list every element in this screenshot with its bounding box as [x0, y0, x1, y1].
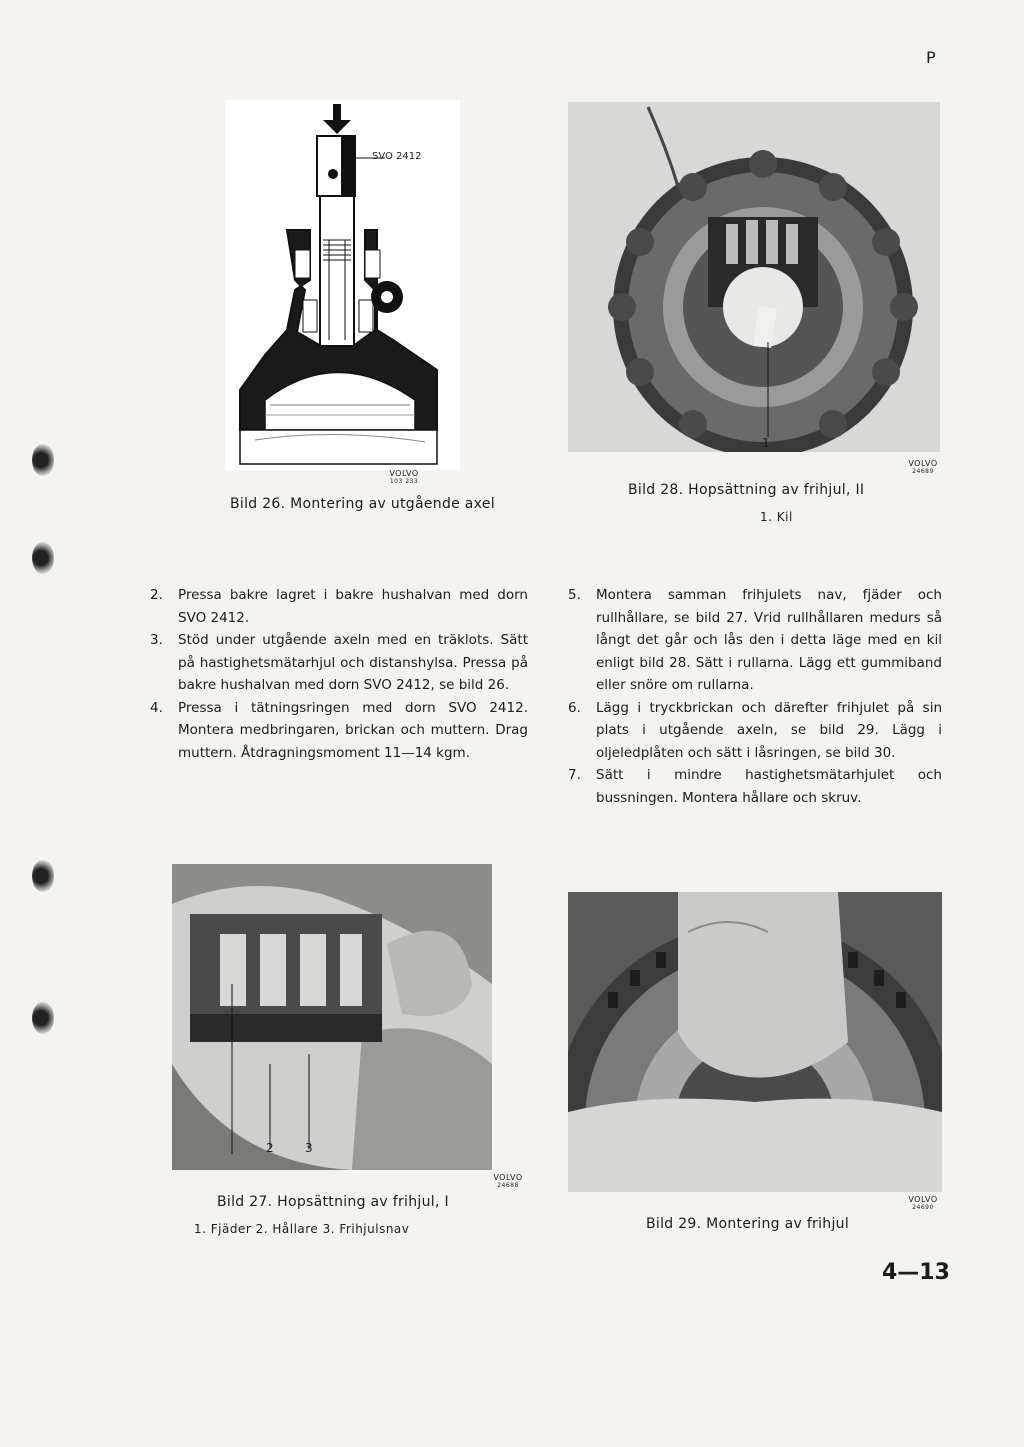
figure-27-callout-3: 3 — [305, 1141, 313, 1155]
step-item — [568, 584, 942, 697]
press-tool-diagram — [225, 100, 460, 470]
step-number: 5. — [568, 587, 581, 603]
step-text: Pressa i tätningsringen med dorn SVO 2412. Montera medbringaren, brickan och muttern. Drag muttern. Åtdragningsmoment 11—14 kgm. — [178, 699, 528, 761]
punch-hole-icon — [32, 1002, 54, 1034]
svo-tool-label: SVO 2412 — [372, 151, 422, 162]
step-text: Sätt i mindre hastighetsmätarhjulet och bussningen. Montera hållare och skruv. — [596, 767, 942, 806]
figure-28-caption: Bild 28. Hopsättning av frihjul, II — [628, 482, 865, 498]
step-text: Lägg i tryckbrickan och därefter frihjulet på sin plats i utgående axeln, se bild 29. Lägg i oljeledplåten och sätt i låsringen, se bild 30. — [596, 699, 942, 761]
step-item — [568, 764, 942, 809]
volvo-stamp-brand: VOLVO — [908, 459, 938, 468]
step-item — [150, 629, 528, 697]
figure-27-legend: 1. Fjäder 2. Hållare 3. Frihjulsnav — [194, 1222, 410, 1236]
step-text: Montera samman frihjulets nav, fjäder och rullhållare, se bild 27. Vrid rullhållaren medurs så långt det går och lås den i detta läge med en kil enligt bild 28. Sätt i rullarna. Lägg ett gummiband eller snöre om rullarna. — [596, 587, 942, 693]
volvo-stamp — [903, 1196, 943, 1212]
page-number: 4—13 — [882, 1260, 950, 1285]
figure-29-caption: Bild 29. Montering av frihjul — [646, 1216, 850, 1232]
figure-26-caption: Bild 26. Montering av utgående axel — [230, 496, 495, 512]
step-number: 7. — [568, 767, 581, 783]
figure-26-drawing — [225, 100, 460, 470]
volvo-stamp-number: 24689 — [912, 468, 934, 475]
figure-28-legend: 1. Kil — [760, 510, 793, 524]
volvo-stamp-number: 103 233 — [389, 478, 419, 485]
figure-27-callout-2: 2 — [266, 1141, 274, 1155]
figure-28-callout: 1 — [762, 436, 770, 450]
steps-list-left — [150, 584, 528, 764]
section-letter: P — [926, 48, 936, 67]
volvo-stamp — [903, 460, 943, 476]
step-text: Pressa bakre lagret i bakre hushalvan med dorn SVO 2412. — [178, 587, 528, 626]
volvo-stamp-number: 24690 — [912, 1204, 934, 1211]
volvo-stamp — [384, 470, 424, 486]
volvo-stamp-number: 24688 — [497, 1182, 519, 1189]
step-item — [150, 697, 528, 765]
step-item — [150, 584, 528, 629]
figure-27-photo — [172, 864, 492, 1170]
volvo-stamp-brand: VOLVO — [493, 1173, 523, 1182]
steps-list-right — [568, 584, 942, 809]
volvo-stamp-brand: VOLVO — [389, 469, 419, 478]
figure-28-photo — [568, 102, 940, 452]
figure-29-photo — [568, 892, 942, 1192]
roller-cage-photo — [172, 864, 492, 1170]
step-text: Stöd under utgående axeln med en träklots. Sätt på hastighetsmätarhjul och distanshylsa. Pressa på bakre hushalvan med dorn SVO 2412, se bild 26. — [178, 632, 528, 693]
step-number: 6. — [568, 699, 581, 716]
punch-hole-icon — [32, 542, 54, 574]
figure-27-caption: Bild 27. Hopsättning av frihjul, I — [217, 1194, 449, 1210]
punch-hole-icon — [32, 444, 54, 476]
volvo-stamp-brand: VOLVO — [908, 1195, 938, 1204]
step-number: 4. — [150, 699, 163, 716]
step-number: 3. — [150, 632, 163, 648]
volvo-stamp — [488, 1174, 528, 1190]
step-item — [568, 697, 942, 765]
freewheel-install-photo — [568, 892, 942, 1192]
step-number: 2. — [150, 587, 163, 603]
freewheel-assembly-photo — [568, 102, 940, 452]
punch-hole-icon — [32, 860, 54, 892]
